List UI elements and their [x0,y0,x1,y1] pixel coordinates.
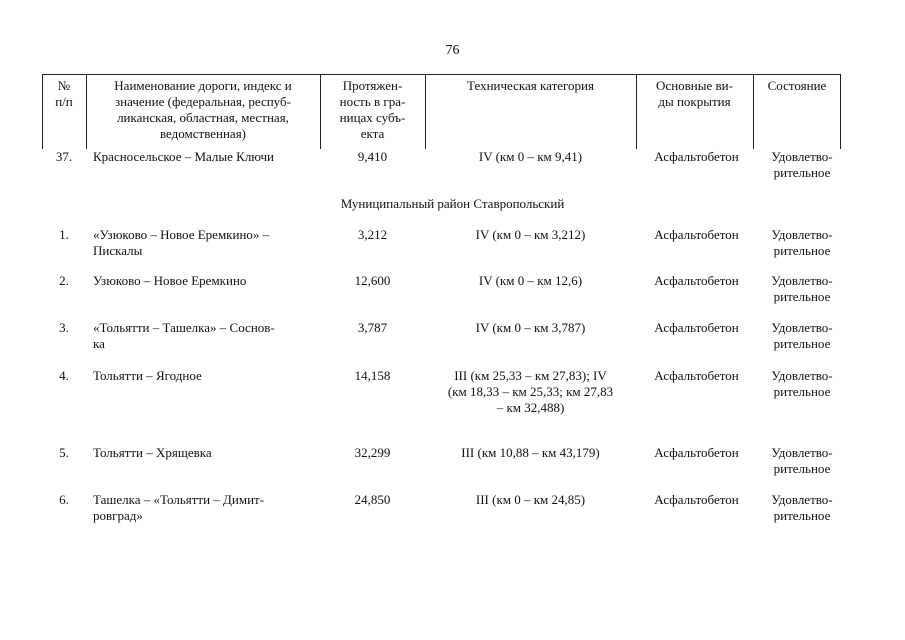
header-state: Состояние [767,78,827,93]
row-number-line: 2. [59,273,69,288]
technical-category-line: III (км 10,88 – км 43,179) [461,445,600,460]
road-name-line: ровград» [93,508,143,523]
road-name [93,368,315,384]
technical-category-line: (км 18,33 – км 25,33; км 27,83 [447,384,614,399]
header-length [322,78,423,142]
road-name-line: «Узюково – Новое Еремкино» – [93,227,270,242]
road-state [757,149,847,181]
row-number [42,445,86,461]
row-number-line: 5. [59,445,69,460]
technical-category-line: III (км 0 – км 24,85) [475,492,586,507]
technical-category [425,149,636,165]
header-length-line: ность в гра- [339,94,406,109]
road-name-line: Узюково – Новое Еремкино [93,273,247,288]
road-name [93,227,315,259]
road-length-line: 3,212 [357,227,388,242]
header-length-line: екта [360,126,385,141]
road-name [93,149,315,165]
road-length [320,320,425,336]
row-number [42,368,86,384]
coverage-type [640,445,753,461]
header-road-name-line: значение (федеральная, респуб- [115,94,291,109]
road-length-line: 12,600 [354,273,391,288]
road-state-line: рительное [773,336,831,351]
road-state-line: Удовлетво- [771,227,833,242]
road-state [757,227,847,259]
road-state-line: рительное [773,508,831,523]
coverage-type-line: Асфальтобетон [654,445,739,460]
coverage-type [640,368,753,384]
header-road-name-line: ведомственная) [159,126,247,141]
road-name-line: ка [93,336,105,351]
road-name-line: «Тольятти – Ташелка» – Соснов- [93,320,275,335]
coverage-type [640,273,753,289]
row-number [42,149,86,165]
coverage-type-line: Асфальтобетон [654,273,739,288]
technical-category [425,227,636,243]
header-coverage [638,78,751,110]
road-state-line: Удовлетво- [771,492,833,507]
coverage-type-line: Асфальтобетон [654,368,739,383]
coverage-type [640,320,753,336]
header-number-line: № [57,78,71,93]
technical-category-line: IV (км 0 – км 3,787) [475,320,586,335]
road-name-line: Красносельское – Малые Ключи [93,149,275,164]
technical-category-line: III (км 25,33 – км 27,83); IV [454,368,607,383]
coverage-type-line: Асфальтобетон [654,320,739,335]
road-length-line: 3,787 [357,320,388,335]
header-number [42,78,86,110]
road-state [757,445,847,477]
row-number [42,273,86,289]
road-state [757,320,847,352]
header-length-line: Протяжен- [342,78,403,93]
header-coverage-line: ды покрытия [658,94,731,109]
road-state-line: Удовлетво- [771,320,833,335]
road-state-line: Удовлетво- [771,273,833,288]
header-length-line: ницах субъ- [339,110,406,125]
column-divider [636,75,637,149]
column-divider [753,75,754,149]
road-length-line: 9,410 [357,149,388,164]
header-coverage-line: Основные ви- [656,78,733,93]
road-state-line: рительное [773,165,831,180]
header-number-line: п/п [55,94,73,109]
road-name [93,492,315,524]
row-number [42,492,86,508]
header-road-name [88,78,318,142]
column-divider [425,75,426,149]
road-length [320,368,425,384]
road-length-line: 24,850 [354,492,391,507]
technical-category [425,492,636,508]
coverage-type-line: Асфальтобетон [654,227,739,242]
coverage-type-line: Асфальтобетон [654,149,739,164]
technical-category [425,445,636,461]
road-state [757,368,847,400]
road-state-line: рительное [773,243,831,258]
road-state-line: Удовлетво- [771,445,833,460]
road-name-line: Пискалы [93,243,143,258]
road-name [93,445,315,461]
header-road-name-line: Наименование дороги, индекс и [114,78,292,93]
column-divider [320,75,321,149]
coverage-type [640,227,753,243]
coverage-type [640,149,753,165]
road-length [320,445,425,461]
row-number [42,227,86,243]
road-state-line: рительное [773,384,831,399]
road-name [93,273,315,289]
column-divider [86,75,87,149]
road-length [320,273,425,289]
header-category: Техническая категория [467,78,594,93]
road-name-line: Ташелка – «Тольятти – Димит- [93,492,265,507]
technical-category-line: – км 32,488) [496,400,565,415]
row-number-line: 3. [59,320,69,335]
row-number-line: 6. [59,492,69,507]
road-length [320,492,425,508]
road-state-line: Удовлетво- [771,149,833,164]
road-length-line: 14,158 [354,368,391,383]
technical-category [425,273,636,289]
road-length [320,149,425,165]
page-number: 76 [445,43,460,58]
road-state [757,273,847,305]
technical-category-line: IV (км 0 – км 9,41) [478,149,583,164]
road-state-line: Удовлетво- [771,368,833,383]
coverage-type-line: Асфальтобетон [654,492,739,507]
technical-category [425,368,636,416]
road-name [93,320,315,352]
row-number-line: 1. [59,227,69,242]
section-title: Муниципальный район Ставропольский [340,196,565,211]
road-state-line: рительное [773,289,831,304]
table-top-border [42,74,841,75]
road-state-line: рительное [773,461,831,476]
road-name-line: Тольятти – Хрящевка [93,445,212,460]
road-length [320,227,425,243]
road-name-line: Тольятти – Ягодное [93,368,202,383]
row-number-line: 37. [55,149,73,164]
road-length-line: 32,299 [354,445,391,460]
header-road-name-line: ликанская, областная, местная, [117,110,289,125]
row-number [42,320,86,336]
coverage-type [640,492,753,508]
technical-category-line: IV (км 0 – км 12,6) [478,273,583,288]
technical-category-line: IV (км 0 – км 3,212) [475,227,586,242]
road-state [757,492,847,524]
column-divider [840,75,841,149]
row-number-line: 4. [59,368,69,383]
technical-category [425,320,636,336]
